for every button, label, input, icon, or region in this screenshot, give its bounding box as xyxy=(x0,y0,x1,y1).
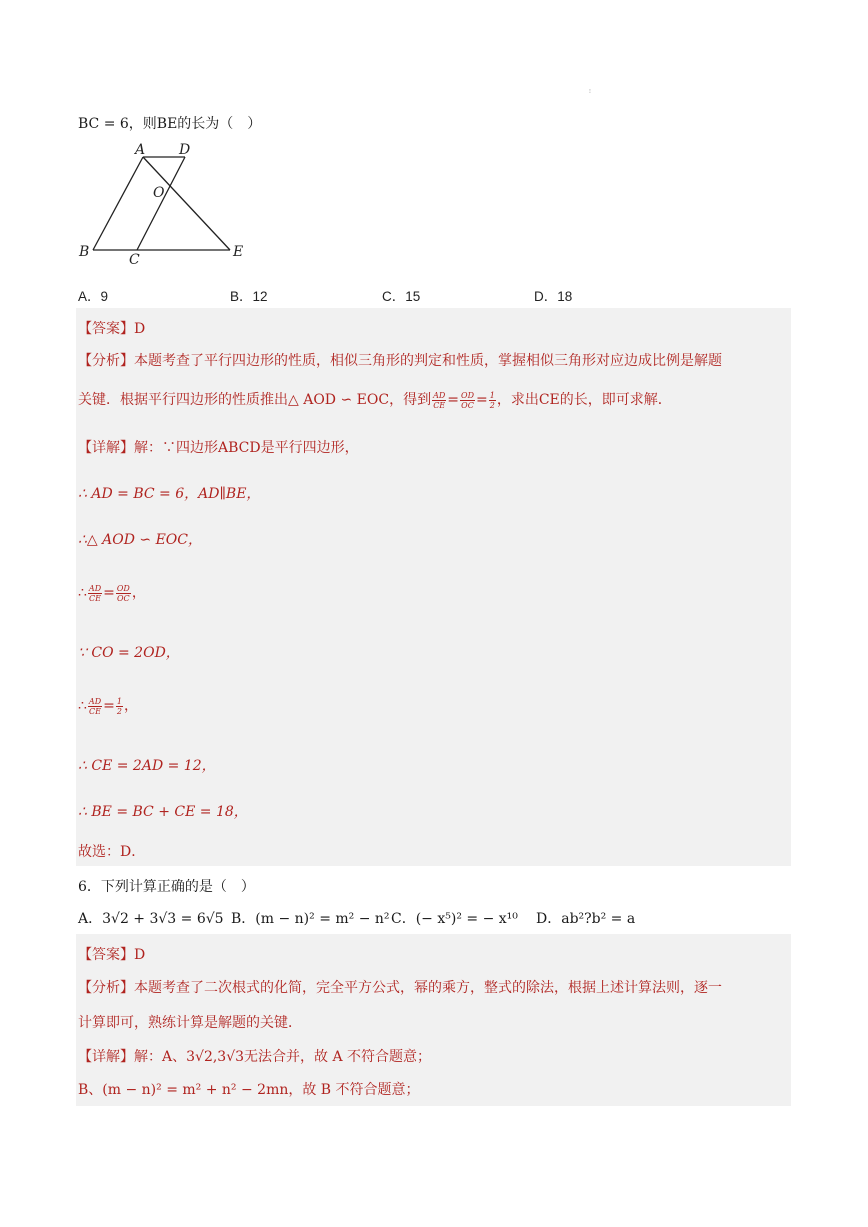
fraction-ad-ce: $\frac{AD}{CE}$ xyxy=(88,583,102,603)
label-b: B xyxy=(79,244,90,260)
label-d: D xyxy=(179,142,191,158)
label-o: O xyxy=(153,185,165,201)
question-6-stem: 6．下列计算正确的是（ ） xyxy=(78,879,255,895)
q6-option-c: C．(− x⁵)² = − x¹⁰ xyxy=(391,911,518,927)
q6-detail-line1: 【详解】解：A、3√2,3√3无法合并，故 A 不符合题意； xyxy=(78,1049,432,1065)
fraction-ad-ce: $\frac{AD}{CE}$ xyxy=(433,390,446,410)
label-a: A xyxy=(135,142,146,158)
segment-dc xyxy=(137,157,185,250)
segment-ab xyxy=(93,157,143,250)
option-b: B．12 xyxy=(230,289,268,304)
analysis-text-b: ，求出CE的长，即可求解． xyxy=(496,392,672,408)
option-a: A．9 xyxy=(78,289,109,304)
page-marker: ⁝ xyxy=(589,89,591,95)
q6-option-b: B．(m − n)² = m² − n² xyxy=(231,911,390,927)
fraction-ad-ce: $\frac{AD}{CE}$ xyxy=(88,696,102,716)
analysis-text-a: 关键．根据平行四边形的性质推出△ AOD ∽ EOC，得到 xyxy=(78,392,432,408)
q5-answer: 【答案】D xyxy=(78,321,146,337)
fraction-one-half: $\frac{1}{2}$ xyxy=(489,390,495,410)
fraction-od-oc: $\frac{OD}{OC}$ xyxy=(461,390,474,410)
q6-answer: 【答案】D xyxy=(78,947,146,963)
q5-detail-line8: ∴ BE = BC + CE = 18， xyxy=(78,804,248,820)
question-5-stem: BC = 6，则BE的长为（ ） xyxy=(78,116,262,132)
label-e: E xyxy=(233,244,244,260)
option-d: D．18 xyxy=(534,289,573,304)
q6-detail-line2: B、(m − n)² = m² + n² − 2mn，故 B 不符合题意； xyxy=(78,1082,420,1098)
option-c: C．15 xyxy=(382,289,421,304)
q5-detail-line4: ∴ $\frac{AD}{CE}$ = $\frac{OD}{OC}$ ， xyxy=(78,583,146,603)
q5-detail-line2: ∴ AD = BC = 6，AD∥BE， xyxy=(78,486,261,502)
q6-option-d: D．ab²?b² = a xyxy=(536,911,636,927)
segment-ae xyxy=(143,157,230,250)
q6-analysis-line1: 【分析】本题考查了二次根式的化简，完全平方公式，幂的乘方，整式的除法，根据上述计算法则，逐一 xyxy=(78,980,722,996)
fraction-one-half: $\frac{1}{2}$ xyxy=(116,696,122,716)
q5-analysis-line1: 【分析】本题考查了平行四边形的性质，相似三角形的判定和性质，掌握相似三角形对应边成比例是解题 xyxy=(78,353,722,369)
parallelogram-figure xyxy=(70,138,260,268)
q6-option-a: A．3√2 + 3√3 = 6√5 xyxy=(78,911,224,927)
q5-detail-line1: 【详解】解：∵四边形ABCD是平行四边形， xyxy=(78,440,359,456)
q5-detail-line7: ∴ CE = 2AD = 12， xyxy=(78,758,216,774)
q5-analysis-line2: 关键．根据平行四边形的性质推出△ AOD ∽ EOC，得到 $\frac{AD}{CE}$ = $\frac{OD}{OC}$ = $\frac{1}{2}$ ，求出CE的长，即可求解． xyxy=(78,390,672,410)
q5-detail-line9: 故选：D． xyxy=(78,844,146,860)
q5-detail-line3: ∴△ AOD ∽ EOC， xyxy=(78,532,202,548)
label-c: C xyxy=(129,252,140,268)
q5-detail-line5: ∵ CO = 2OD， xyxy=(78,645,180,661)
fraction-od-oc: $\frac{OD}{OC}$ xyxy=(116,583,130,603)
q6-analysis-line2: 计算即可，熟练计算是解题的关键． xyxy=(78,1015,302,1031)
q5-detail-line6: ∴ $\frac{AD}{CE}$ = $\frac{1}{2}$ ， xyxy=(78,696,138,716)
